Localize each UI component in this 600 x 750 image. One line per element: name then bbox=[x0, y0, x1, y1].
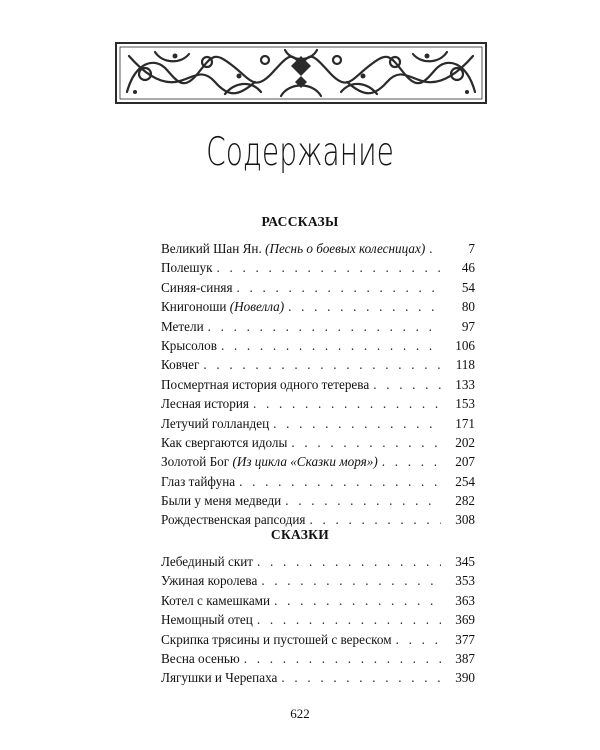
toc-entry-subtitle: (Новелла) bbox=[229, 299, 285, 315]
toc-entry-main-title: Посмертная история одного тетерева bbox=[161, 376, 370, 392]
toc-entry-title bbox=[161, 375, 369, 394]
toc-entry-main-title: Рождественская рапсодия bbox=[161, 512, 306, 528]
section-heading-tales: СКАЗКИ bbox=[270, 527, 330, 542]
toc-entry-title bbox=[161, 649, 240, 668]
toc-entry-page-number: 207 bbox=[455, 454, 475, 470]
toc-entry-title bbox=[161, 394, 249, 413]
toc-entry-main-title: Скрипка трясины и пустошей с вереском bbox=[161, 631, 392, 647]
toc-entry bbox=[161, 297, 475, 316]
toc-list-stories bbox=[161, 239, 475, 530]
toc-entry-title bbox=[161, 433, 287, 452]
toc-dot-leader bbox=[373, 375, 441, 394]
toc-entry-main-title: Ковчег bbox=[161, 357, 200, 373]
toc-entry-page-number: 46 bbox=[461, 260, 475, 276]
toc-entry-main-title: Были у меня медведи bbox=[161, 493, 282, 509]
toc-entry bbox=[161, 591, 475, 610]
toc-entry-page-number: 308 bbox=[455, 512, 475, 528]
toc-dot-leader bbox=[274, 591, 441, 610]
toc-entry-title bbox=[161, 491, 281, 510]
toc-entry-title bbox=[161, 571, 257, 590]
toc-entry-main-title: Весна осенью bbox=[161, 650, 240, 666]
toc-entry-page-number: 106 bbox=[455, 337, 475, 353]
decorative-ornament-header bbox=[115, 42, 487, 104]
toc-dot-leader bbox=[261, 571, 441, 590]
toc-entry-title bbox=[161, 355, 199, 374]
toc-entry-title bbox=[161, 591, 270, 610]
toc-entry-main-title: Лягушки и Черепаха bbox=[161, 670, 278, 686]
toc-entry bbox=[161, 258, 475, 277]
toc-entry-main-title: Золотой Бог bbox=[161, 454, 230, 470]
toc-entry bbox=[161, 571, 475, 590]
toc-entry-main-title: Глаз тайфуна bbox=[161, 473, 236, 489]
toc-dot-leader bbox=[291, 433, 441, 452]
toc-dot-leader bbox=[257, 610, 441, 629]
toc-entry-page-number: 133 bbox=[455, 376, 475, 392]
toc-entry-main-title: Лесная история bbox=[161, 396, 249, 412]
toc-entry-title bbox=[161, 452, 378, 471]
toc-entry bbox=[161, 375, 475, 394]
toc-entry-page-number: 369 bbox=[455, 612, 475, 628]
toc-dot-leader bbox=[217, 258, 441, 277]
toc-entry-page-number: 282 bbox=[455, 493, 475, 509]
toc-entry-page-number: 202 bbox=[455, 434, 475, 450]
toc-entry-title bbox=[161, 278, 233, 297]
toc-entry-subtitle: (Песнь о боевых колесницах) bbox=[265, 241, 426, 256]
toc-entry-page-number: 390 bbox=[455, 670, 475, 686]
toc-entry-title bbox=[161, 668, 277, 687]
toc-entry-title bbox=[161, 317, 204, 336]
toc-entry-page-number: 118 bbox=[455, 357, 475, 373]
toc-entry-title bbox=[161, 336, 217, 355]
toc-dot-leader bbox=[429, 239, 441, 258]
toc-entry bbox=[161, 649, 475, 668]
toc-entry bbox=[161, 394, 475, 413]
toc-entry-main-title: Ужиная королева bbox=[161, 573, 258, 589]
toc-entry-page-number: 377 bbox=[455, 631, 475, 647]
toc-entry-main-title: Как свергаются идолы bbox=[161, 434, 288, 450]
toc-entry-title bbox=[161, 630, 392, 649]
toc-entry-page-number: 97 bbox=[461, 318, 475, 334]
toc-entry-title bbox=[161, 610, 253, 629]
toc-entry-main-title: Книгоноши bbox=[161, 299, 227, 315]
toc-entry bbox=[161, 610, 475, 629]
toc-entry-page-number: 80 bbox=[461, 299, 475, 315]
page-title: Содержание bbox=[206, 130, 394, 175]
toc-entry bbox=[161, 433, 475, 452]
toc-dot-leader bbox=[285, 491, 441, 510]
toc-entry bbox=[161, 317, 475, 336]
toc-entry-main-title: Метели bbox=[161, 318, 204, 334]
toc-entry-title bbox=[161, 472, 235, 491]
toc-entry-title bbox=[161, 258, 213, 277]
toc-entry bbox=[161, 239, 475, 258]
toc-dot-leader bbox=[239, 472, 441, 491]
section-heading-stories: РАССКАЗЫ bbox=[261, 214, 339, 229]
toc-entry bbox=[161, 452, 475, 471]
toc-entry-main-title: Котел с камешками bbox=[161, 592, 271, 608]
toc-entry bbox=[161, 278, 475, 297]
toc-dot-leader bbox=[382, 452, 441, 471]
toc-entry-main-title: Крысолов bbox=[161, 337, 217, 353]
toc-entry-main-title: Лебединый скит bbox=[161, 554, 254, 569]
toc-entry-title bbox=[161, 239, 425, 258]
toc-entry-main-title: Полешук bbox=[161, 260, 213, 276]
toc-dot-leader bbox=[281, 668, 441, 687]
toc-entry bbox=[161, 491, 475, 510]
toc-entry-page-number: 171 bbox=[455, 415, 475, 431]
toc-entry bbox=[161, 630, 475, 649]
toc-dot-leader bbox=[203, 355, 441, 374]
toc-dot-leader bbox=[237, 278, 441, 297]
toc-dot-leader bbox=[208, 317, 441, 336]
toc-list-tales bbox=[161, 552, 475, 688]
toc-dot-leader bbox=[396, 630, 441, 649]
toc-dot-leader bbox=[221, 336, 441, 355]
toc-entry-page-number: 363 bbox=[455, 592, 475, 608]
toc-entry-title bbox=[161, 414, 269, 433]
toc-entry bbox=[161, 355, 475, 374]
toc-entry-title bbox=[161, 552, 253, 571]
toc-entry-page-number: 353 bbox=[455, 573, 475, 589]
toc-dot-leader bbox=[273, 414, 441, 433]
toc-dot-leader bbox=[253, 394, 441, 413]
toc-dot-leader bbox=[288, 297, 441, 316]
toc-entry-main-title: Немощный отец bbox=[161, 612, 253, 628]
page-number: 622 bbox=[290, 706, 310, 721]
toc-entry bbox=[161, 336, 475, 355]
toc-entry-page-number: 345 bbox=[455, 554, 475, 569]
toc-entry-page-number: 7 bbox=[468, 241, 475, 256]
toc-entry-main-title: Великий Шан Ян. bbox=[161, 241, 262, 256]
toc-entry-page-number: 387 bbox=[455, 650, 475, 666]
toc-entry bbox=[161, 414, 475, 433]
toc-entry-main-title: Летучий голландец bbox=[161, 415, 270, 431]
toc-entry-subtitle: (Из цикла «Сказки моря») bbox=[232, 454, 378, 470]
toc-entry-page-number: 254 bbox=[455, 473, 475, 489]
toc-dot-leader bbox=[244, 649, 441, 668]
toc-entry bbox=[161, 472, 475, 491]
toc-entry-page-number: 54 bbox=[461, 279, 475, 295]
toc-dot-leader bbox=[257, 552, 441, 571]
toc-entry-page-number: 153 bbox=[455, 396, 475, 412]
toc-entry bbox=[161, 668, 475, 687]
toc-entry-main-title: Синяя-синяя bbox=[161, 279, 233, 295]
toc-entry bbox=[161, 552, 475, 571]
toc-entry-title bbox=[161, 297, 284, 316]
